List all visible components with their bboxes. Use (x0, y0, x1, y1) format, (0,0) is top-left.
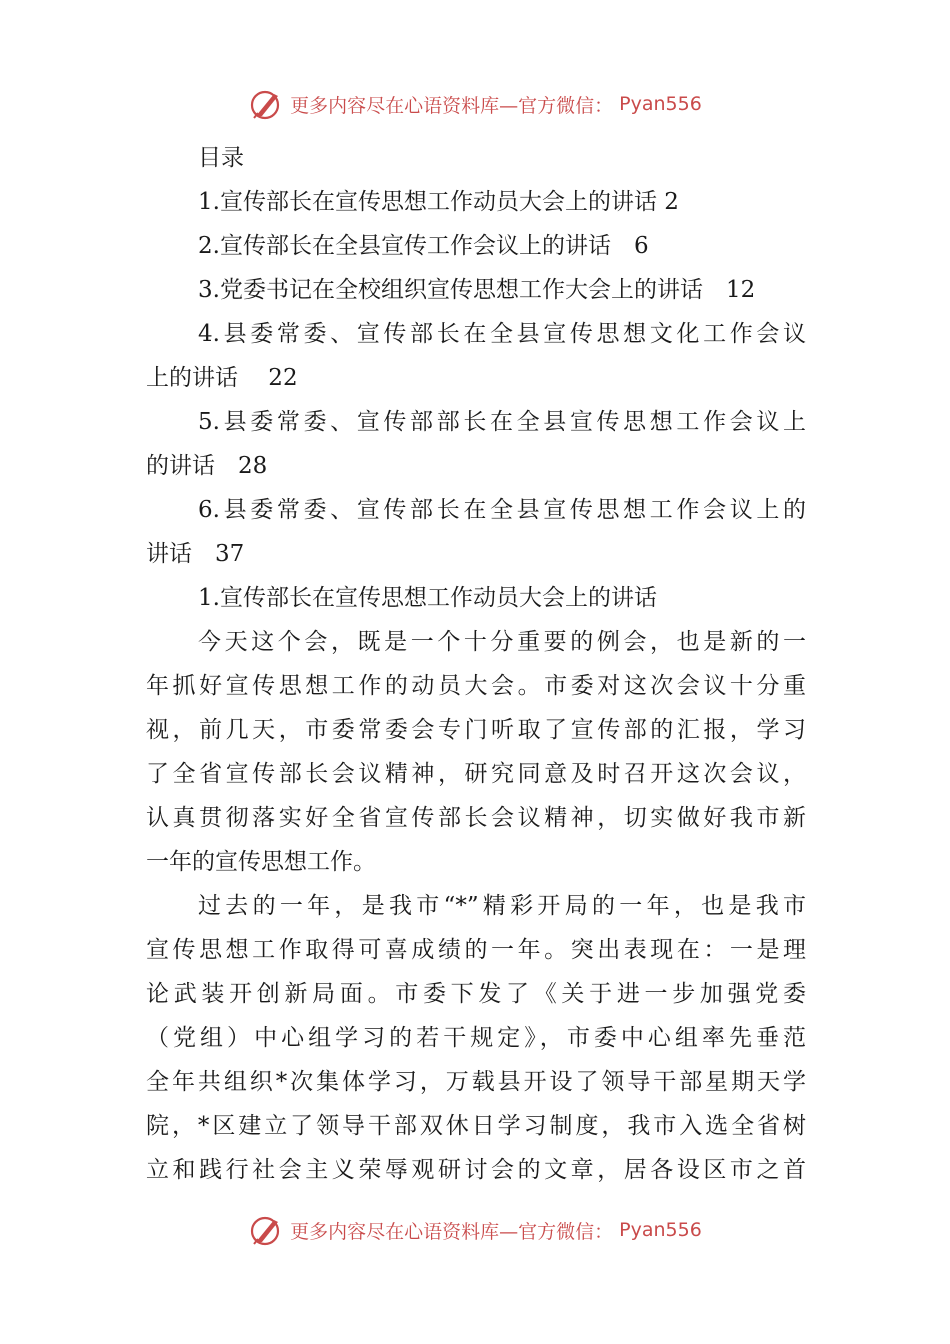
text-line: 1.宣传部长在宣传思想工作动员大会上的讲话 (198, 585, 657, 611)
text-line: 年抓好宣传思想工作的动员大会。市委对这次会议十分重 (146, 673, 806, 699)
text-line: 目录 (198, 145, 244, 171)
text-line: 4.县委常委、宣传部长在全县宣传思想文化工作会议 (198, 321, 806, 347)
text-line: 立和践行社会主义荣辱观研讨会的文章，居各设区市之首 (146, 1157, 806, 1183)
banner-wechat-id: Pyan556 (619, 93, 702, 115)
text-line: 今天这个会，既是一个十分重要的例会，也是新的一 (198, 629, 806, 655)
text-line: 认真贯彻落实好全省宣传部长会议精神，切实做好我市新 (146, 805, 806, 831)
banner-text: 更多内容尽在心语资料库—官方微信： (290, 94, 614, 117)
document-body (146, 136, 806, 1192)
quill-logo-icon (248, 86, 284, 122)
text-line: 5.县委常委、宣传部部长在全县宣传思想工作会议上 (198, 409, 806, 435)
text-line: 全年共组织*次集体学习，万载县开设了领导干部星期天学 (146, 1069, 806, 1095)
text-line: 宣传思想工作取得可喜成绩的一年。突出表现在：一是理 (146, 937, 806, 963)
text-line: 6.县委常委、宣传部长在全县宣传思想工作会议上的 (198, 497, 806, 523)
text-line: 讲话 37 (146, 541, 245, 567)
text-line: 院，*区建立了领导干部双休日学习制度，我市入选全省树 (146, 1113, 806, 1139)
text-line: 了全省宣传部长会议精神，研究同意及时召开这次会议， (146, 761, 806, 787)
text-line: 上的讲话 22 (146, 365, 298, 391)
text-line: 3.党委书记在全校组织宣传思想工作大会上的讲话 12 (198, 277, 756, 303)
banner-wechat-id: Pyan556 (619, 1219, 702, 1241)
text-line: 过去的一年，是我市“*”精彩开局的一年，也是我市 (198, 893, 806, 919)
text-line: 1.宣传部长在宣传思想工作动员大会上的讲话 2 (198, 189, 679, 215)
text-line: 一年的宣传思想工作。 (146, 849, 376, 875)
quill-logo-icon (248, 1212, 284, 1248)
text-line: 视，前几天，市委常委会专门听取了宣传部的汇报，学习 (146, 717, 806, 743)
header-watermark-banner (0, 84, 950, 124)
text-line: 的讲话 28 (146, 453, 268, 479)
text-line: 论武装开创新局面。市委下发了《关于进一步加强党委 (146, 981, 806, 1007)
footer-watermark-banner (0, 1210, 950, 1250)
banner-text: 更多内容尽在心语资料库—官方微信： (290, 1220, 614, 1243)
text-line: 2.宣传部长在全县宣传工作会议上的讲话 6 (198, 233, 649, 259)
text-line: （党组）中心组学习的若干规定》，市委中心组率先垂范 (146, 1025, 806, 1051)
